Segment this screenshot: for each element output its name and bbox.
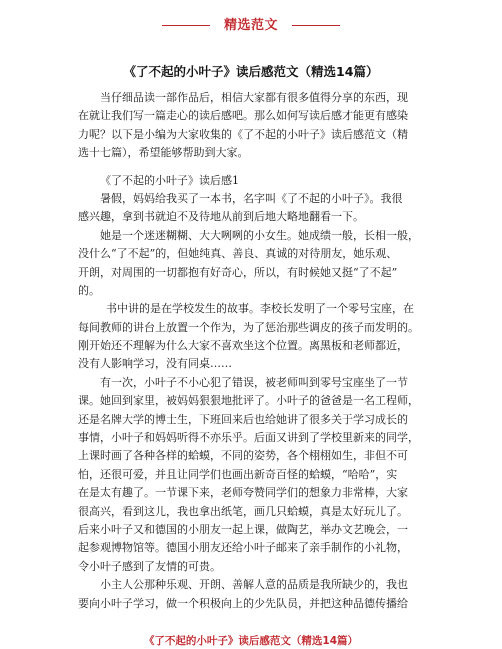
text-line: 还是名牌大学的博士生，下班回来后也给她讲了很多关于学习成长的	[78, 412, 408, 426]
text-line: 起参观博物馆等。德国小朋友还给小叶子邮来了亲手制作的小礼物，	[78, 541, 408, 555]
text-line: 暑假，妈妈给我买了一本书，名字叫《了不起的小叶子》。我很	[100, 191, 403, 205]
text-line: 很高兴，看到这儿，我也拿出纸笔，画几只蛤蟆，真是太好玩儿了。	[78, 504, 408, 518]
page-header	[0, 14, 502, 33]
header-label: 精选范文	[223, 18, 278, 33]
page-footer: 《了不起的小叶子》读后感范文（精选14篇）	[143, 635, 359, 647]
text-line: 力呢？以下是小编为大家收集的《了不起的小叶子》读后感范文（精	[78, 127, 408, 141]
text-line: 事情，小叶子和妈妈听得不亦乐乎。后面又讲到了学校里新来的同学，	[78, 431, 419, 445]
text-line: 她是一个迷迷糊糊、大大咧咧的小女生。她成绩一般，长相一般，	[100, 228, 419, 242]
text-line: 在就让我们写一篇走心的读后感吧。那么如何写读后感才能更有感染	[78, 109, 408, 123]
section-heading: 《了不起的小叶子》读后感1	[100, 173, 239, 187]
text-line: 小主人公那种乐观、开朗、善解人意的品质是我所缺少的，我也	[100, 578, 408, 592]
text-line: 课。她回到家里，被妈妈狠狠地批评了。小叶子的爸爸是一名工程师，	[78, 394, 419, 408]
text-line: 没什么“了不起”的，但她纯真、善良、真诚的对待朋友，她乐观、	[78, 247, 398, 261]
paragraph	[78, 374, 438, 576]
text-line: 当仔细品读一部作品后，相信大家都有很多值得分享的东西，现	[100, 91, 408, 104]
paragraph	[78, 300, 438, 374]
document-title: 《了不起的小叶子》读后感范文（精选14篇）	[123, 64, 379, 79]
text-line: 令小叶子感到了友情的可贵。	[78, 559, 221, 573]
text-line: 在是太有趣了。一节课下来，老师夸赞同学们的想象力非常棒，大家	[78, 486, 408, 500]
text-line: 上课时画了各种各样的蛤蟆，不同的姿势，各个栩栩如生，非但不可	[78, 449, 408, 463]
paragraph	[78, 227, 438, 301]
text-line: 感兴趣，拿到书就迫不及待地从前到后地大略地翻看一下。	[78, 210, 364, 224]
spacer	[78, 163, 438, 172]
text-line: 书中讲的是在学校发生的故事。李校长发明了一个零号宝座，在	[106, 302, 414, 316]
text-line: 开朗，对周围的一切都抱有好奇心，所以，有时候她又挺“了不起”	[78, 265, 398, 279]
text-line: 有一次，小叶子不小心犯了错误，被老师叫到零号宝座坐了一节	[100, 375, 408, 389]
paragraph	[78, 576, 438, 613]
paragraph	[78, 190, 438, 227]
document-body	[78, 89, 438, 613]
text-line: 刚开始还不理解为什么大家不喜欢坐这个位置。离黑板和老师都近，	[78, 339, 408, 353]
intro-paragraph	[78, 89, 438, 163]
text-line: 每间教师的讲台上放置一个作为，为了惩治那些调皮的孩子而发明的。	[78, 320, 419, 334]
text-line: 选十七篇），希望能够帮助到大家。	[78, 146, 249, 160]
text-line: 后来小叶子又和德国的小朋友一起上课，做陶艺，举办文艺晚会，一	[78, 522, 408, 536]
header-rule-left	[162, 25, 210, 26]
header-rule-right	[292, 25, 340, 26]
text-line: 的。	[78, 283, 100, 297]
text-line: 怕，还很可爱，并且让同学们也画出新奇百怪的蛤蟆，“哈哈”，实	[78, 467, 398, 481]
text-line: 要向小叶子学习，做一个积极向上的少先队员，并把这种品德传播给	[78, 596, 408, 610]
text-line: 没有人影响学习，没有同桌……	[78, 357, 232, 371]
